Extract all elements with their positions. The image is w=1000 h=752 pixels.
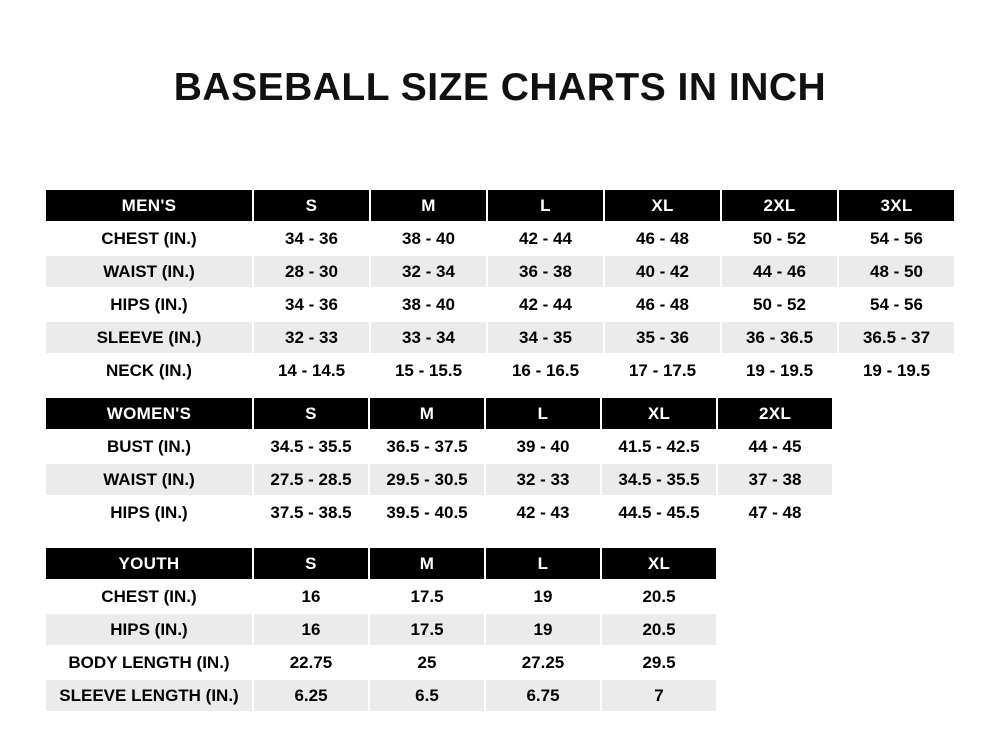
- table-cell: 20.5: [601, 580, 717, 613]
- table-cell: 39 - 40: [485, 430, 601, 463]
- row-label: BODY LENGTH (IN.): [45, 646, 253, 679]
- column-header: 3XL: [838, 189, 955, 222]
- table-cell: 44 - 45: [717, 430, 833, 463]
- table-cell: 29.5 - 30.5: [369, 463, 485, 496]
- table-cell: 17.5: [369, 580, 485, 613]
- mens-size-table: [44, 188, 956, 388]
- table-cell: 36.5 - 37.5: [369, 430, 485, 463]
- table-cell: 54 - 56: [838, 222, 955, 255]
- table-cell: 6.75: [485, 679, 601, 712]
- column-header: L: [487, 189, 604, 222]
- table-header-row: [45, 189, 955, 222]
- table-cell: 25: [369, 646, 485, 679]
- row-label: HIPS (IN.): [45, 613, 253, 646]
- table-cell: 36.5 - 37: [838, 321, 955, 354]
- table-cell: 38 - 40: [370, 288, 487, 321]
- table-cell: 6.5: [369, 679, 485, 712]
- row-label: CHEST (IN.): [45, 580, 253, 613]
- table-cell: 27.5 - 28.5: [253, 463, 369, 496]
- table-cell: 6.25: [253, 679, 369, 712]
- table-cell: 34 - 36: [253, 288, 370, 321]
- table-cell: 39.5 - 40.5: [369, 496, 485, 529]
- table-cell: 41.5 - 42.5: [601, 430, 717, 463]
- column-header: L: [485, 547, 601, 580]
- column-header: XL: [604, 189, 721, 222]
- table-header-row: [45, 547, 717, 580]
- table-cell: 42 - 44: [487, 222, 604, 255]
- column-header: S: [253, 189, 370, 222]
- column-header: 2XL: [721, 189, 838, 222]
- table-cell: 27.25: [485, 646, 601, 679]
- row-label: HIPS (IN.): [45, 496, 253, 529]
- table-cell: 16: [253, 580, 369, 613]
- table-cell: 34 - 35: [487, 321, 604, 354]
- table-cell: 50 - 52: [721, 222, 838, 255]
- column-header: XL: [601, 547, 717, 580]
- table-cell: 54 - 56: [838, 288, 955, 321]
- table-cell: 33 - 34: [370, 321, 487, 354]
- table-cell: 34.5 - 35.5: [253, 430, 369, 463]
- table-cell: 34.5 - 35.5: [601, 463, 717, 496]
- table-cell: 19 - 19.5: [721, 354, 838, 387]
- table-cell: 48 - 50: [838, 255, 955, 288]
- table-cell: 37.5 - 38.5: [253, 496, 369, 529]
- table-cell: 7: [601, 679, 717, 712]
- table-cell: 42 - 44: [487, 288, 604, 321]
- table-cell: 44 - 46: [721, 255, 838, 288]
- table-cell: 29.5: [601, 646, 717, 679]
- table-cell: 38 - 40: [370, 222, 487, 255]
- column-header: M: [369, 547, 485, 580]
- table-cell: 46 - 48: [604, 222, 721, 255]
- table-cell: 19: [485, 613, 601, 646]
- table-row: [45, 646, 717, 679]
- table-cell: 44.5 - 45.5: [601, 496, 717, 529]
- table-cell: 36 - 38: [487, 255, 604, 288]
- row-label: HIPS (IN.): [45, 288, 253, 321]
- table-cell: 34 - 36: [253, 222, 370, 255]
- table-cell: 28 - 30: [253, 255, 370, 288]
- table-row: [45, 679, 717, 712]
- column-header: M: [370, 189, 487, 222]
- table-cell: 36 - 36.5: [721, 321, 838, 354]
- table-cell: 37 - 38: [717, 463, 833, 496]
- row-label: WAIST (IN.): [45, 255, 253, 288]
- table-cell: 19: [485, 580, 601, 613]
- table-cell: 32 - 33: [253, 321, 370, 354]
- table-cell: 46 - 48: [604, 288, 721, 321]
- table-cell: 47 - 48: [717, 496, 833, 529]
- row-label: WAIST (IN.): [45, 463, 253, 496]
- column-header: WOMEN'S: [45, 397, 253, 430]
- table-cell: 20.5: [601, 613, 717, 646]
- table-cell: 40 - 42: [604, 255, 721, 288]
- table-cell: 16: [253, 613, 369, 646]
- table-cell: 42 - 43: [485, 496, 601, 529]
- table-cell: 16 - 16.5: [487, 354, 604, 387]
- table-row: [45, 580, 717, 613]
- table-row: [45, 288, 955, 321]
- row-label: SLEEVE LENGTH (IN.): [45, 679, 253, 712]
- column-header: YOUTH: [45, 547, 253, 580]
- table-row: [45, 496, 833, 529]
- column-header: S: [253, 547, 369, 580]
- row-label: NECK (IN.): [45, 354, 253, 387]
- column-header: L: [485, 397, 601, 430]
- table-row: [45, 354, 955, 387]
- table-row: [45, 222, 955, 255]
- row-label: SLEEVE (IN.): [45, 321, 253, 354]
- table-cell: 22.75: [253, 646, 369, 679]
- table-row: [45, 463, 833, 496]
- table-cell: 17.5: [369, 613, 485, 646]
- row-label: CHEST (IN.): [45, 222, 253, 255]
- table-cell: 17 - 17.5: [604, 354, 721, 387]
- table-row: [45, 321, 955, 354]
- table-cell: 14 - 14.5: [253, 354, 370, 387]
- table-header-row: [45, 397, 833, 430]
- table-cell: 32 - 34: [370, 255, 487, 288]
- table-row: [45, 430, 833, 463]
- column-header: S: [253, 397, 369, 430]
- row-label: BUST (IN.): [45, 430, 253, 463]
- column-header: M: [369, 397, 485, 430]
- table-cell: 15 - 15.5: [370, 354, 487, 387]
- womens-size-table: [44, 396, 834, 530]
- column-header: XL: [601, 397, 717, 430]
- column-header: 2XL: [717, 397, 833, 430]
- page-title: BASEBALL SIZE CHARTS IN INCH: [173, 66, 827, 109]
- table-cell: 32 - 33: [485, 463, 601, 496]
- column-header: MEN'S: [45, 189, 253, 222]
- table-cell: 50 - 52: [721, 288, 838, 321]
- table-cell: 35 - 36: [604, 321, 721, 354]
- youth-size-table: [44, 546, 718, 713]
- table-row: [45, 255, 955, 288]
- table-cell: 19 - 19.5: [838, 354, 955, 387]
- table-row: [45, 613, 717, 646]
